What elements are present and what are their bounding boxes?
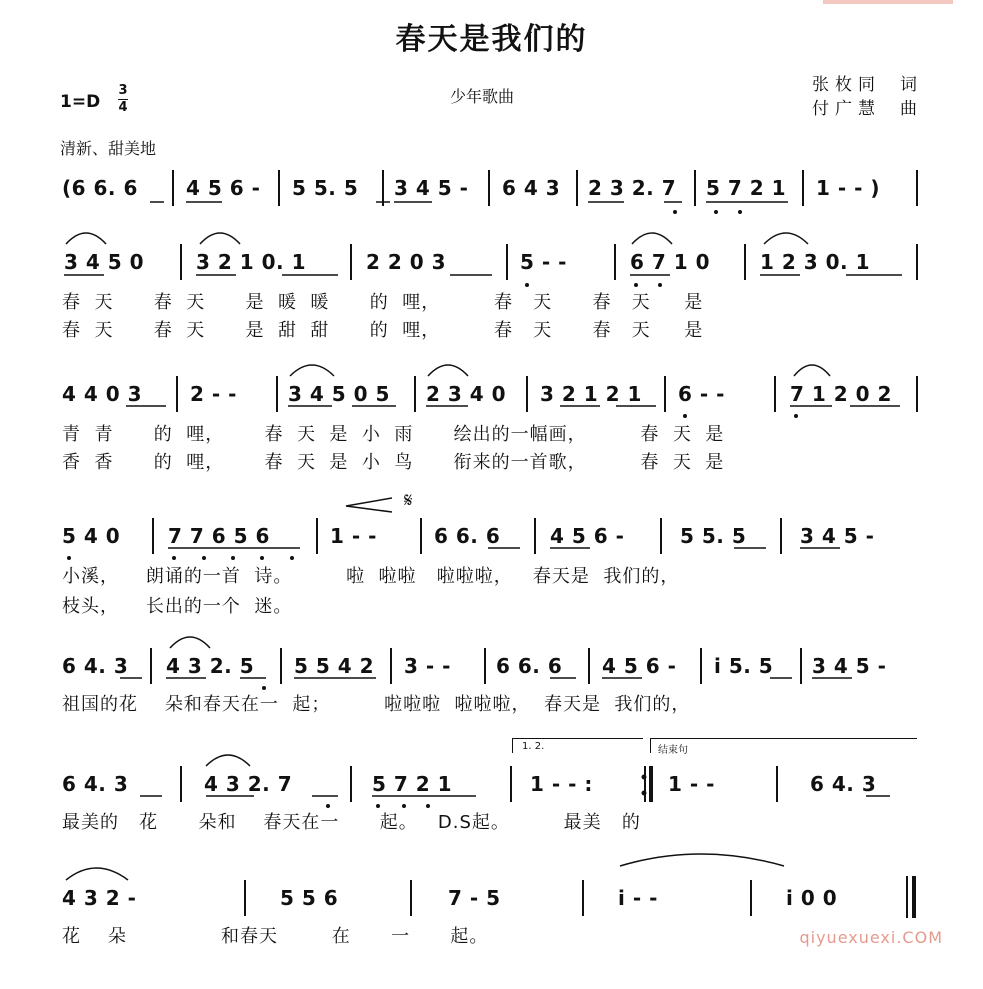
slur — [764, 233, 808, 244]
slur — [428, 365, 468, 376]
measure: 6 7 1 0 — [630, 250, 711, 274]
measure: 3 - - — [404, 654, 451, 678]
measure: 6 4 3 — [502, 176, 561, 200]
measure: 6 4. 3 — [810, 772, 877, 796]
measure: 3 4 5 0 — [64, 250, 145, 274]
crescendo-hairpin — [346, 498, 392, 512]
low-octave-dot — [231, 556, 235, 560]
measure: i 5. 5 — [714, 654, 774, 678]
ending-label: 结束句 — [658, 745, 688, 756]
slur — [632, 233, 672, 244]
low-octave-dot — [683, 414, 687, 418]
lyric-line-1: 青 青 的 哩， 春 天 是 小 雨 绘出的一幅画， 春 天 是 — [62, 424, 725, 445]
low-octave-dot — [202, 556, 206, 560]
slur — [206, 755, 250, 766]
song-subtitle: 少年歌曲 — [450, 87, 515, 106]
measure: 3 4 5 - — [800, 524, 875, 548]
measure: 5 5 6 — [280, 886, 339, 910]
low-octave-dot — [402, 804, 406, 808]
measure: 4 4 0 3 — [62, 382, 143, 406]
measure: 6 - - — [678, 382, 725, 406]
measure: 1 2 3 0. 1 — [760, 250, 871, 274]
measure: 2 - - — [190, 382, 237, 406]
lyric-line-2: 枝头， 长出的一个 迷。 — [62, 596, 293, 617]
lyric-line-1: 花 朵 和春天 在 一 起。 — [62, 926, 489, 947]
measure: 5 5. 5 — [680, 524, 747, 548]
lyric-line-1: 祖国的花 朵和春天在一 起； 啦啦啦 啦啦啦， 春天是 我们的， — [62, 694, 691, 715]
measure: 3 4 5 - — [394, 176, 469, 200]
low-octave-dot — [172, 556, 176, 560]
slur — [66, 233, 106, 244]
low-octave-dot — [326, 804, 330, 808]
low-octave-dot — [714, 210, 718, 214]
low-octave-dot — [260, 556, 264, 560]
measure: 6 4. 3 — [62, 772, 129, 796]
measure: 6 6. 6 — [496, 654, 563, 678]
measure: 5 - - — [520, 250, 567, 274]
measure: 6 4. 3 — [62, 654, 129, 678]
tie — [620, 854, 784, 866]
lyric-line-2: 春 天 春 天 是 甜 甜 的 哩， 春 天 春 天 是 — [62, 320, 704, 341]
measure: 5 7 2 1 — [372, 772, 453, 796]
slur — [200, 233, 240, 244]
measure: 5 4 0 — [62, 524, 121, 548]
measure: 4 3 2. 7 — [204, 772, 293, 796]
lyric-line-2: 香 香 的 哩， 春 天 是 小 鸟 衔来的一首歌， 春 天 是 — [62, 452, 725, 473]
measure: 2 2 0 3 — [366, 250, 447, 274]
measure: 1 - - — [668, 772, 715, 796]
song-title: 春天是我们的 — [395, 22, 588, 57]
measure: 3 2 1 0. 1 — [196, 250, 307, 274]
measure: 4 3 2 - — [62, 886, 137, 910]
segno-sign: 𝄋 — [404, 488, 413, 512]
measure: 4 5 6 - — [550, 524, 625, 548]
low-octave-dot — [262, 686, 266, 690]
volta-label: 1. 2. — [522, 741, 545, 752]
measure: 5 7 2 1 — [706, 176, 787, 200]
measure: 5 5. 5 — [292, 176, 359, 200]
low-octave-dot — [67, 556, 71, 560]
lyricist-role: 词 — [900, 75, 923, 95]
tempo-mark: 清新、甜美地 — [60, 139, 157, 158]
slur — [290, 365, 334, 376]
low-octave-dot — [376, 804, 380, 808]
low-octave-dot — [738, 210, 742, 214]
measure: 4 3 2. 5 — [166, 654, 255, 678]
slur — [794, 365, 830, 376]
measure: 2 3 2. 7 — [588, 176, 677, 200]
measure: (6 6. 6 — [62, 176, 138, 200]
key-signature: 1=D — [60, 92, 101, 112]
composer-role: 曲 — [900, 99, 923, 119]
measure: 3 4 5 - — [812, 654, 887, 678]
lyric-line-1: 小溪， 朗诵的一首 诗。 啦 啦啦 啦啦啦， 春天是 我们的， — [62, 566, 680, 587]
low-octave-dot — [794, 414, 798, 418]
low-octave-dot — [634, 283, 638, 287]
measure: 2 3 4 0 — [426, 382, 507, 406]
measure: 6 6. 6 — [434, 524, 501, 548]
measure: 4 5 6 - — [602, 654, 677, 678]
measure: i - - — [618, 886, 658, 910]
measure: 4 5 6 - — [186, 176, 261, 200]
measure: 3 4 5 0 5 — [288, 382, 390, 406]
time-top: 3 — [118, 83, 128, 98]
measure: i 0 0 — [786, 886, 838, 910]
slur — [66, 868, 128, 880]
slur — [170, 637, 210, 648]
measure: 3 2 1 2 1 — [540, 382, 642, 406]
low-octave-dot — [290, 556, 294, 560]
watermark: qiyuexuexi.COM — [799, 928, 943, 947]
measure: 7 1 2 0 2 — [790, 382, 892, 406]
low-octave-dot — [658, 283, 662, 287]
lyricist-name: 张枚同 — [812, 75, 881, 95]
lyric-line-1: 最美的 花 朵和 春天在一 起。 D.S起。 最美 的 — [62, 812, 641, 833]
lyric-line-1: 春 天 春 天 是 暖 暖 的 哩， 春 天 春 天 是 — [62, 292, 704, 313]
measure: 7 - 5 — [448, 886, 501, 910]
measure: 5 5 4 2 — [294, 654, 375, 678]
repeat-dot — [642, 775, 647, 780]
time-bottom: 4 — [118, 100, 128, 115]
composer-name: 付广慧 — [812, 99, 881, 119]
low-octave-dot — [673, 210, 677, 214]
low-octave-dot — [525, 283, 529, 287]
measure: 1 - - ) — [816, 176, 881, 200]
repeat-dot — [642, 791, 647, 796]
measure: 1 - - : — [530, 772, 593, 796]
measure: 7 7 6 5 6 — [168, 524, 270, 548]
measure: 1 - - — [330, 524, 377, 548]
low-octave-dot — [426, 804, 430, 808]
